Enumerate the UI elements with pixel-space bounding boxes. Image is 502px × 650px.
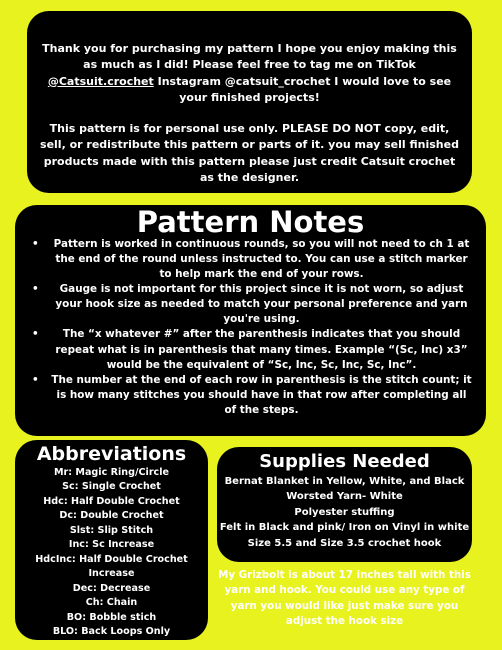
abbreviation-item: Sc: Single Crochet	[62, 481, 161, 493]
pattern-notes-box	[15, 205, 486, 436]
thank-you-paragraph	[37, 41, 462, 106]
abbreviation-item: Hdc: Half Double Crochet	[43, 495, 180, 507]
abbreviations-box	[15, 440, 208, 640]
pattern-note-item: • The number at the end of each row in parenthesis is the stitch count; it is how many stitches you should have in that row after completing all of the steps.	[29, 373, 472, 418]
pattern-notes-title: Pattern Notes	[136, 205, 365, 239]
supplies-title: Supplies Needed	[259, 451, 430, 472]
thank-you-box	[27, 11, 472, 193]
instagram-text: Instagram @catsuit_crochet I would love to see your finished projects!	[153, 74, 452, 104]
abbreviation-item: BLO: Back Loops Only	[52, 626, 171, 638]
personal-use-notice: This pattern is for personal use only. PLEASE DO NOT copy, edit, sell, or redistribute this pattern or parts of it. you may sell finished products made with this pattern please just credit Catsuit crochet as the designer.	[40, 122, 459, 184]
thank-you-text: Thank you for purchasing my pattern I hope you enjoy making this as much as I did! Please feel free to tag me on TikTok	[42, 42, 457, 72]
supply-item: Felt in Black and pink/ Iron on Vinyl in white	[219, 522, 470, 533]
pattern-note-item: • The “x whatever #” after the parenthesis indicates that you should repeat what is in parenthesis that many times. Example “(Sc, Inc) x3” would be the equivalent of “Sc, Inc, Sc, Inc, Sc, Inc”.	[29, 327, 472, 372]
abbreviation-item: Ch: Chain	[85, 597, 138, 609]
pattern-note-item: • Pattern is worked in continuous rounds, so you will not need to ch 1 at the end of the round unless instructed to. You can use a stitch marker to help mark the end of your rows.	[29, 237, 472, 282]
abbreviation-item: BO: Bobble stich	[66, 611, 157, 623]
abbreviation-item: Dc: Double Crochet	[59, 510, 164, 522]
abbreviation-item: Increase	[88, 568, 135, 580]
supply-item: Size 5.5 and Size 3.5 crochet hook	[247, 537, 442, 549]
abbreviation-item: Mr: Magic Ring/Circle	[53, 466, 170, 478]
pattern-notes-list	[29, 237, 472, 418]
size-note: My Grizbolt is about 17 inches tall with this yarn and hook. You could use any type of yarn you would like just make sure you adjust the hook size	[218, 569, 471, 628]
abbreviation-item: Dec: Decrease	[72, 582, 151, 594]
abbreviations-title: Abbreviations	[36, 443, 187, 465]
abbreviation-item: Inc: Sc Increase	[68, 539, 155, 551]
tiktok-handle-link[interactable]: @Catsuit.crochet	[47, 74, 154, 88]
supplies-box	[217, 447, 472, 562]
supply-item: Bernat Blanket in Yellow, White, and Black	[224, 475, 465, 487]
abbreviation-item: HdcInc: Half Double Crochet	[35, 553, 188, 565]
supply-item: Polyester stuffing	[294, 506, 395, 518]
supply-item: Worsted Yarn- White	[286, 491, 403, 502]
abbreviation-item: Slst: Slip Stitch	[69, 524, 154, 536]
pattern-note-item: • Gauge is not important for this project since it is not worn, so adjust your hook size as needed to match your personal preference and yarn you're using.	[29, 282, 472, 327]
